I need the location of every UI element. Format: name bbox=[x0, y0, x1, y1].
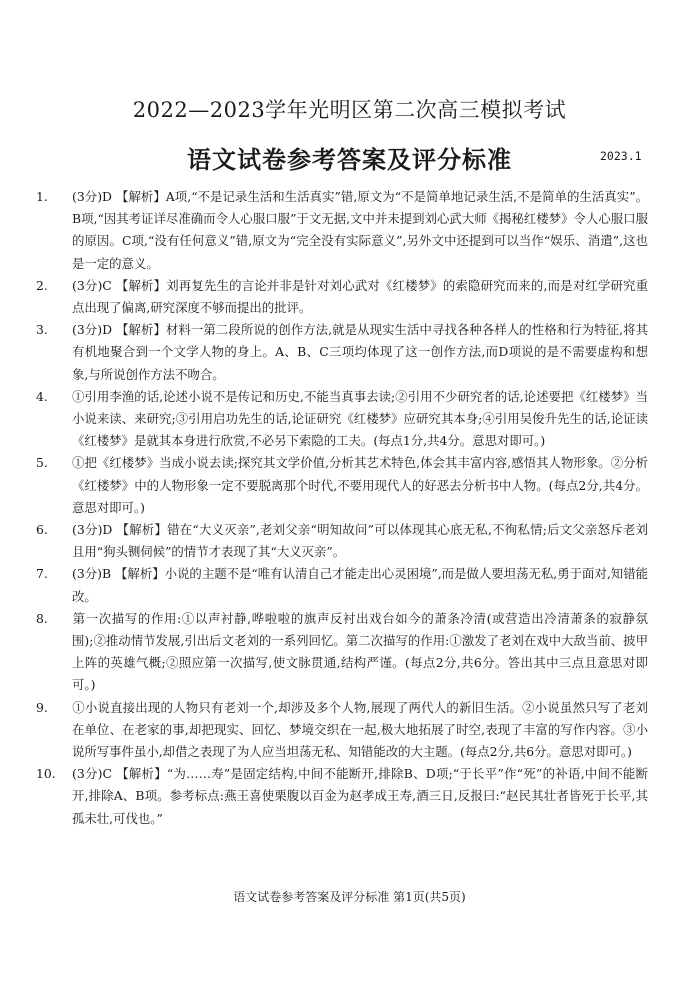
answer-text: (3分)D 【解析】A项,“不是记录生活和生活真实”错,原文为“不是简单地记录生活,不是简单的生活真实”。B项,“因其考证详尽准确而令人心服口服”于文无据,文中并未提到刘心武大师《揭秘红楼梦》令人心服口服的原因。C项,“没有任何意义”错,原文为“完全没有实际意义”,另外文中还提到可以当作“娱乐、消遣”,这也是一定的意义。 bbox=[72, 189, 648, 271]
document-title: 语文试卷参考答案及评分标准 bbox=[187, 145, 512, 174]
answer-number: 2. bbox=[36, 277, 48, 293]
answer-item-6 bbox=[36, 519, 648, 563]
exam-title: 2022—2023学年光明区第二次高三模拟考试 bbox=[132, 98, 567, 122]
answer-text: ①引用李渔的话,论述小说不是传记和历史,不能当真事去读;②引用不少研究者的话,论述要把《红楼梦》当小说来读、来研究;③引用启功先生的话,论证研究《红楼梦》应研究其本身;④引用吴俊升先生的话,论证读《红楼梦》是就其本身进行欣赏,不必另下索隐的工夫。(每点1分,共4分。意思对即可。) bbox=[72, 388, 648, 449]
answer-text: (3分)B 【解析】小说的主题不是“唯有认清自己才能走出心灵困境”,而是做人要坦荡无私,勇于面对,知错能改。 bbox=[72, 566, 648, 604]
answer-item-7 bbox=[36, 563, 648, 607]
page-footer: 语文试卷参考答案及评分标准 第1页(共5页) bbox=[233, 890, 466, 904]
answer-text: 第一次描写的作用:①以声衬静,哗啦啦的旗声反衬出戏台如今的萧条冷清(或营造出冷清萧条的寂静氛围);②推动情节发展,引出后文老刘的一系列回忆。第二次描写的作用:①激发了老刘在戏中大敌当前、披甲上阵的英雄气概;②照应第一次描写,使文脉贯通,结构严谨。(每点2分,共6分。答出其中三点且意思对即可。) bbox=[72, 610, 648, 693]
answer-text: (3分)C 【解析】“为……寿”是固定结构,中间不能断开,排除B、D项;“于长平”作“死”的补语,中间不能断开,排除A、B项。参考标点:燕王喜使栗腹以百金为赵孝成王寿,酒三日,反报曰:“赵民其壮者皆死于长平,其孤未壮,可伐也。” bbox=[72, 766, 648, 826]
answer-item-8 bbox=[36, 608, 648, 697]
answer-item-9 bbox=[36, 697, 648, 764]
answer-text: ①把《红楼梦》当成小说去读;探究其文学价值,分析其艺术特色,体会其丰富内容,感悟其人物形象。②分析《红楼梦》中的人物形象一定不要脱离那个时代,不要用现代人的好恶去分析书中人物。(每点2分,共4分。意思对即可。) bbox=[72, 455, 648, 515]
answer-list bbox=[36, 186, 648, 830]
answer-number: 6. bbox=[36, 522, 48, 538]
answer-number: 3. bbox=[36, 322, 48, 338]
answer-text: (3分)D 【解析】材料一第二段所说的创作方法,就是从现实生活中寻找各种各样人的性格和行为特征,将其有机地聚合到一个文学人物的身上。A、B、C三项均体现了这一创作方法,而D项说的是不需要虚构和想象,与所说创作方法不吻合。 bbox=[72, 322, 648, 382]
document-date: 2023.1 bbox=[600, 149, 642, 163]
answer-item-2 bbox=[36, 275, 648, 319]
answer-item-4 bbox=[36, 386, 648, 453]
answer-item-5 bbox=[36, 452, 648, 519]
answer-number: 10. bbox=[36, 766, 56, 782]
answer-number: 8. bbox=[36, 610, 48, 626]
answer-number: 9. bbox=[36, 699, 48, 715]
answer-item-3 bbox=[36, 319, 648, 386]
answer-number: 7. bbox=[36, 566, 48, 582]
answer-item-1 bbox=[36, 186, 648, 275]
answer-item-10 bbox=[36, 763, 648, 830]
answer-number: 5. bbox=[36, 455, 48, 471]
answer-number: 4. bbox=[36, 388, 48, 404]
answer-text: (3分)D 【解析】错在“大义灭亲”,老刘父亲“明知故问”可以体现其心底无私,不徇私情;后文父亲怒斥老刘且用“狗头铡伺候”的情节才表现了其“大义灭亲”。 bbox=[72, 522, 648, 560]
answer-text: (3分)C 【解析】刘再复先生的言论并非是针对刘心武对《红楼梦》的索隐研究而来的,而是对红学研究重点出现了偏离,研究深度不够而提出的批评。 bbox=[72, 277, 648, 316]
answer-number: 1. bbox=[36, 189, 48, 204]
answer-text: ①小说直接出现的人物只有老刘一个,却涉及多个人物,展现了两代人的新旧生活。②小说虽然只写了老刘在单位、在老家的事,却把现实、回忆、梦境交织在一起,极大地拓展了时空,表现了丰富的写作内容。③小说所写事件虽小,却借之表现了为人应当坦荡无私、知错能改的大主题。(每点2分,共6分。意思对即可。) bbox=[72, 699, 648, 760]
